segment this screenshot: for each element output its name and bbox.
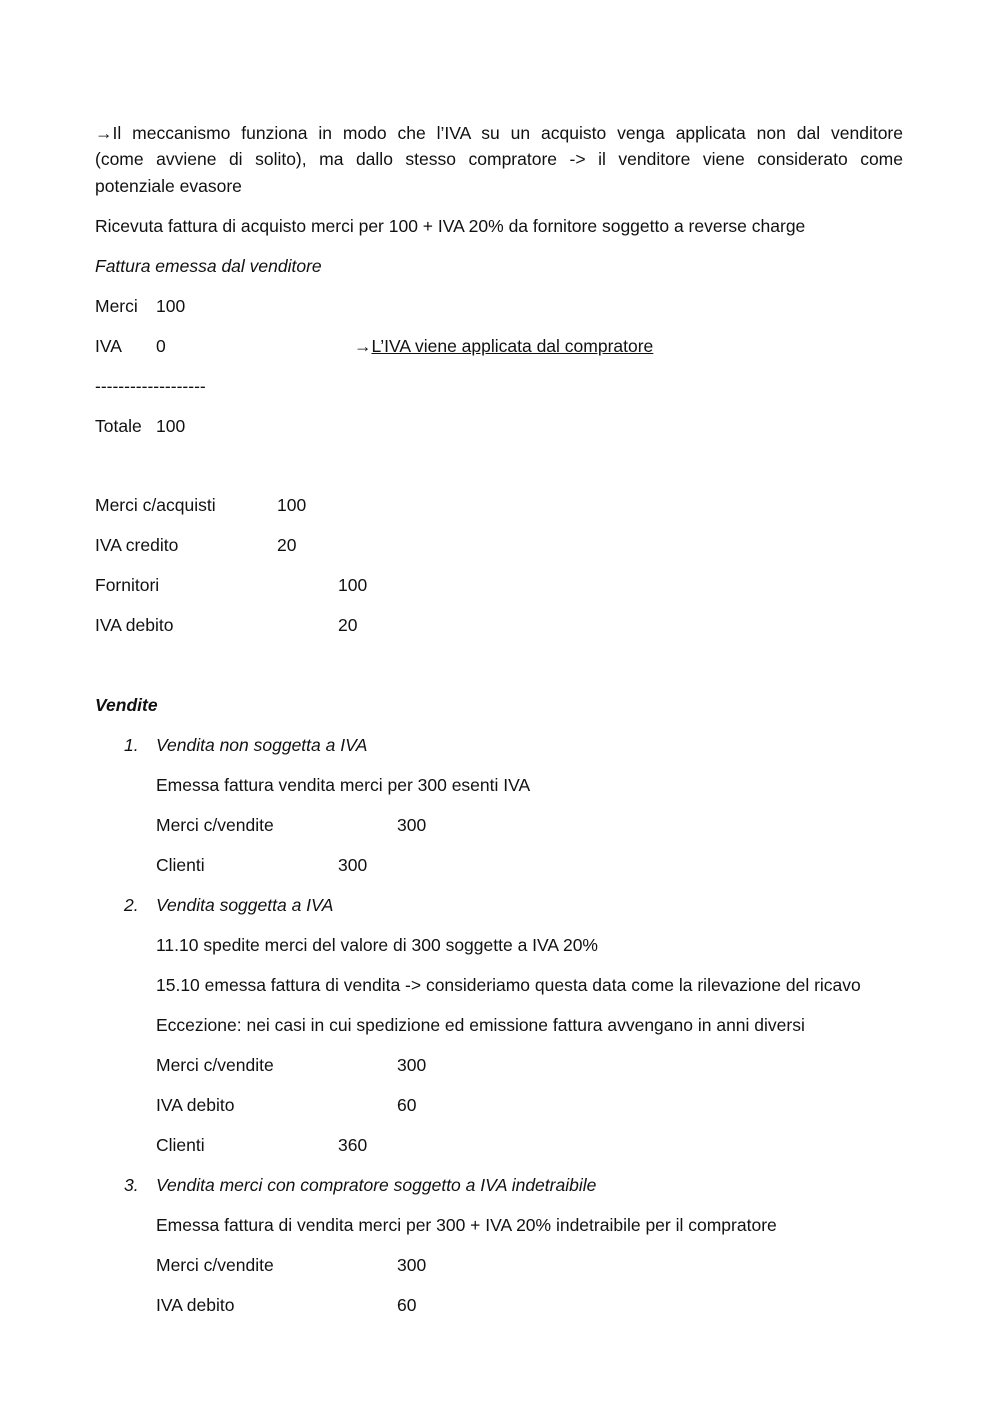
entry-label: Merci c/vendite [156,1255,274,1275]
entry-value-credit: 300 [397,815,427,835]
entry-value-credit: 20 [338,615,358,635]
list-item-text: Emessa fattura di vendita merci per 300 + IVA 20% indetraibile per il compratore [156,1215,777,1235]
entry-label: Fornitori [95,575,160,595]
entry-label: Merci c/vendite [156,1055,274,1075]
entry-label: Clienti [156,1135,205,1155]
entry-value-credit: 100 [338,575,368,595]
list-item-title: Vendita soggetta a IVA [156,895,334,915]
fattura-merci-label: Merci [95,296,138,316]
entry-label: Merci c/acquisti [95,495,216,515]
entry-label: IVA credito [95,535,179,555]
entry-label: IVA debito [156,1295,235,1315]
fattura-merci-value: 100 [156,296,186,316]
list-item-text: Emessa fattura vendita merci per 300 esenti IVA [156,775,531,795]
list-item-title: Vendita non soggetta a IVA [156,735,368,755]
iva-note-text: L’IVA viene applicata dal compratore [371,336,654,356]
entry-value-debit: 300 [338,855,368,875]
intro-line-1: →Il meccanismo funziona in modo che l’IVA su un acquisto venga applicata non dal venditore [95,123,903,143]
list-item-text: Eccezione: nei casi in cui spedizione ed emissione fattura avvengano in anni diversi [156,1015,805,1035]
entry-label: IVA debito [156,1095,235,1115]
fattura-heading: Fattura emessa dal venditore [95,256,322,276]
entry-value-credit: 300 [397,1255,427,1275]
intro-line-3: potenziale evasore [95,176,242,196]
list-item-text: 15.10 emessa fattura di vendita -> consideriamo questa data come la rilevazione del ricavo [156,975,861,995]
list-number: 1. [124,735,139,755]
fattura-totale-value: 100 [156,416,186,436]
iva-note [354,335,653,357]
fattura-iva-label: IVA [95,336,122,356]
entry-value-debit: 100 [277,495,307,515]
fattura-iva-value: 0 [156,336,166,356]
section-heading-vendite: Vendite [95,695,158,715]
entry-label: Clienti [156,855,205,875]
fattura-totale-label: Totale [95,416,142,436]
entry-label: Merci c/vendite [156,815,274,835]
list-item-text: 11.10 spedite merci del valore di 300 soggette a IVA 20% [156,935,598,955]
ricevuta-text: Ricevuta fattura di acquisto merci per 100 + IVA 20% da fornitore soggetto a reverse charge [95,216,806,236]
intro-line-2: (come avviene di solito), ma dallo stesso compratore -> il venditore viene considerato come [95,149,903,169]
entry-value-debit: 20 [277,535,297,555]
list-number: 3. [124,1175,139,1195]
list-item-title: Vendita merci con compratore soggetto a IVA indetraibile [156,1175,597,1195]
entry-value-credit: 60 [397,1095,417,1115]
entry-value-debit: 360 [338,1135,368,1155]
entry-value-credit: 300 [397,1055,427,1075]
list-number: 2. [124,895,139,915]
entry-value-credit: 60 [397,1295,417,1315]
entry-label: IVA debito [95,615,174,635]
arrow-right-icon: → [354,336,372,356]
fattura-separator: ------------------- [95,376,206,396]
